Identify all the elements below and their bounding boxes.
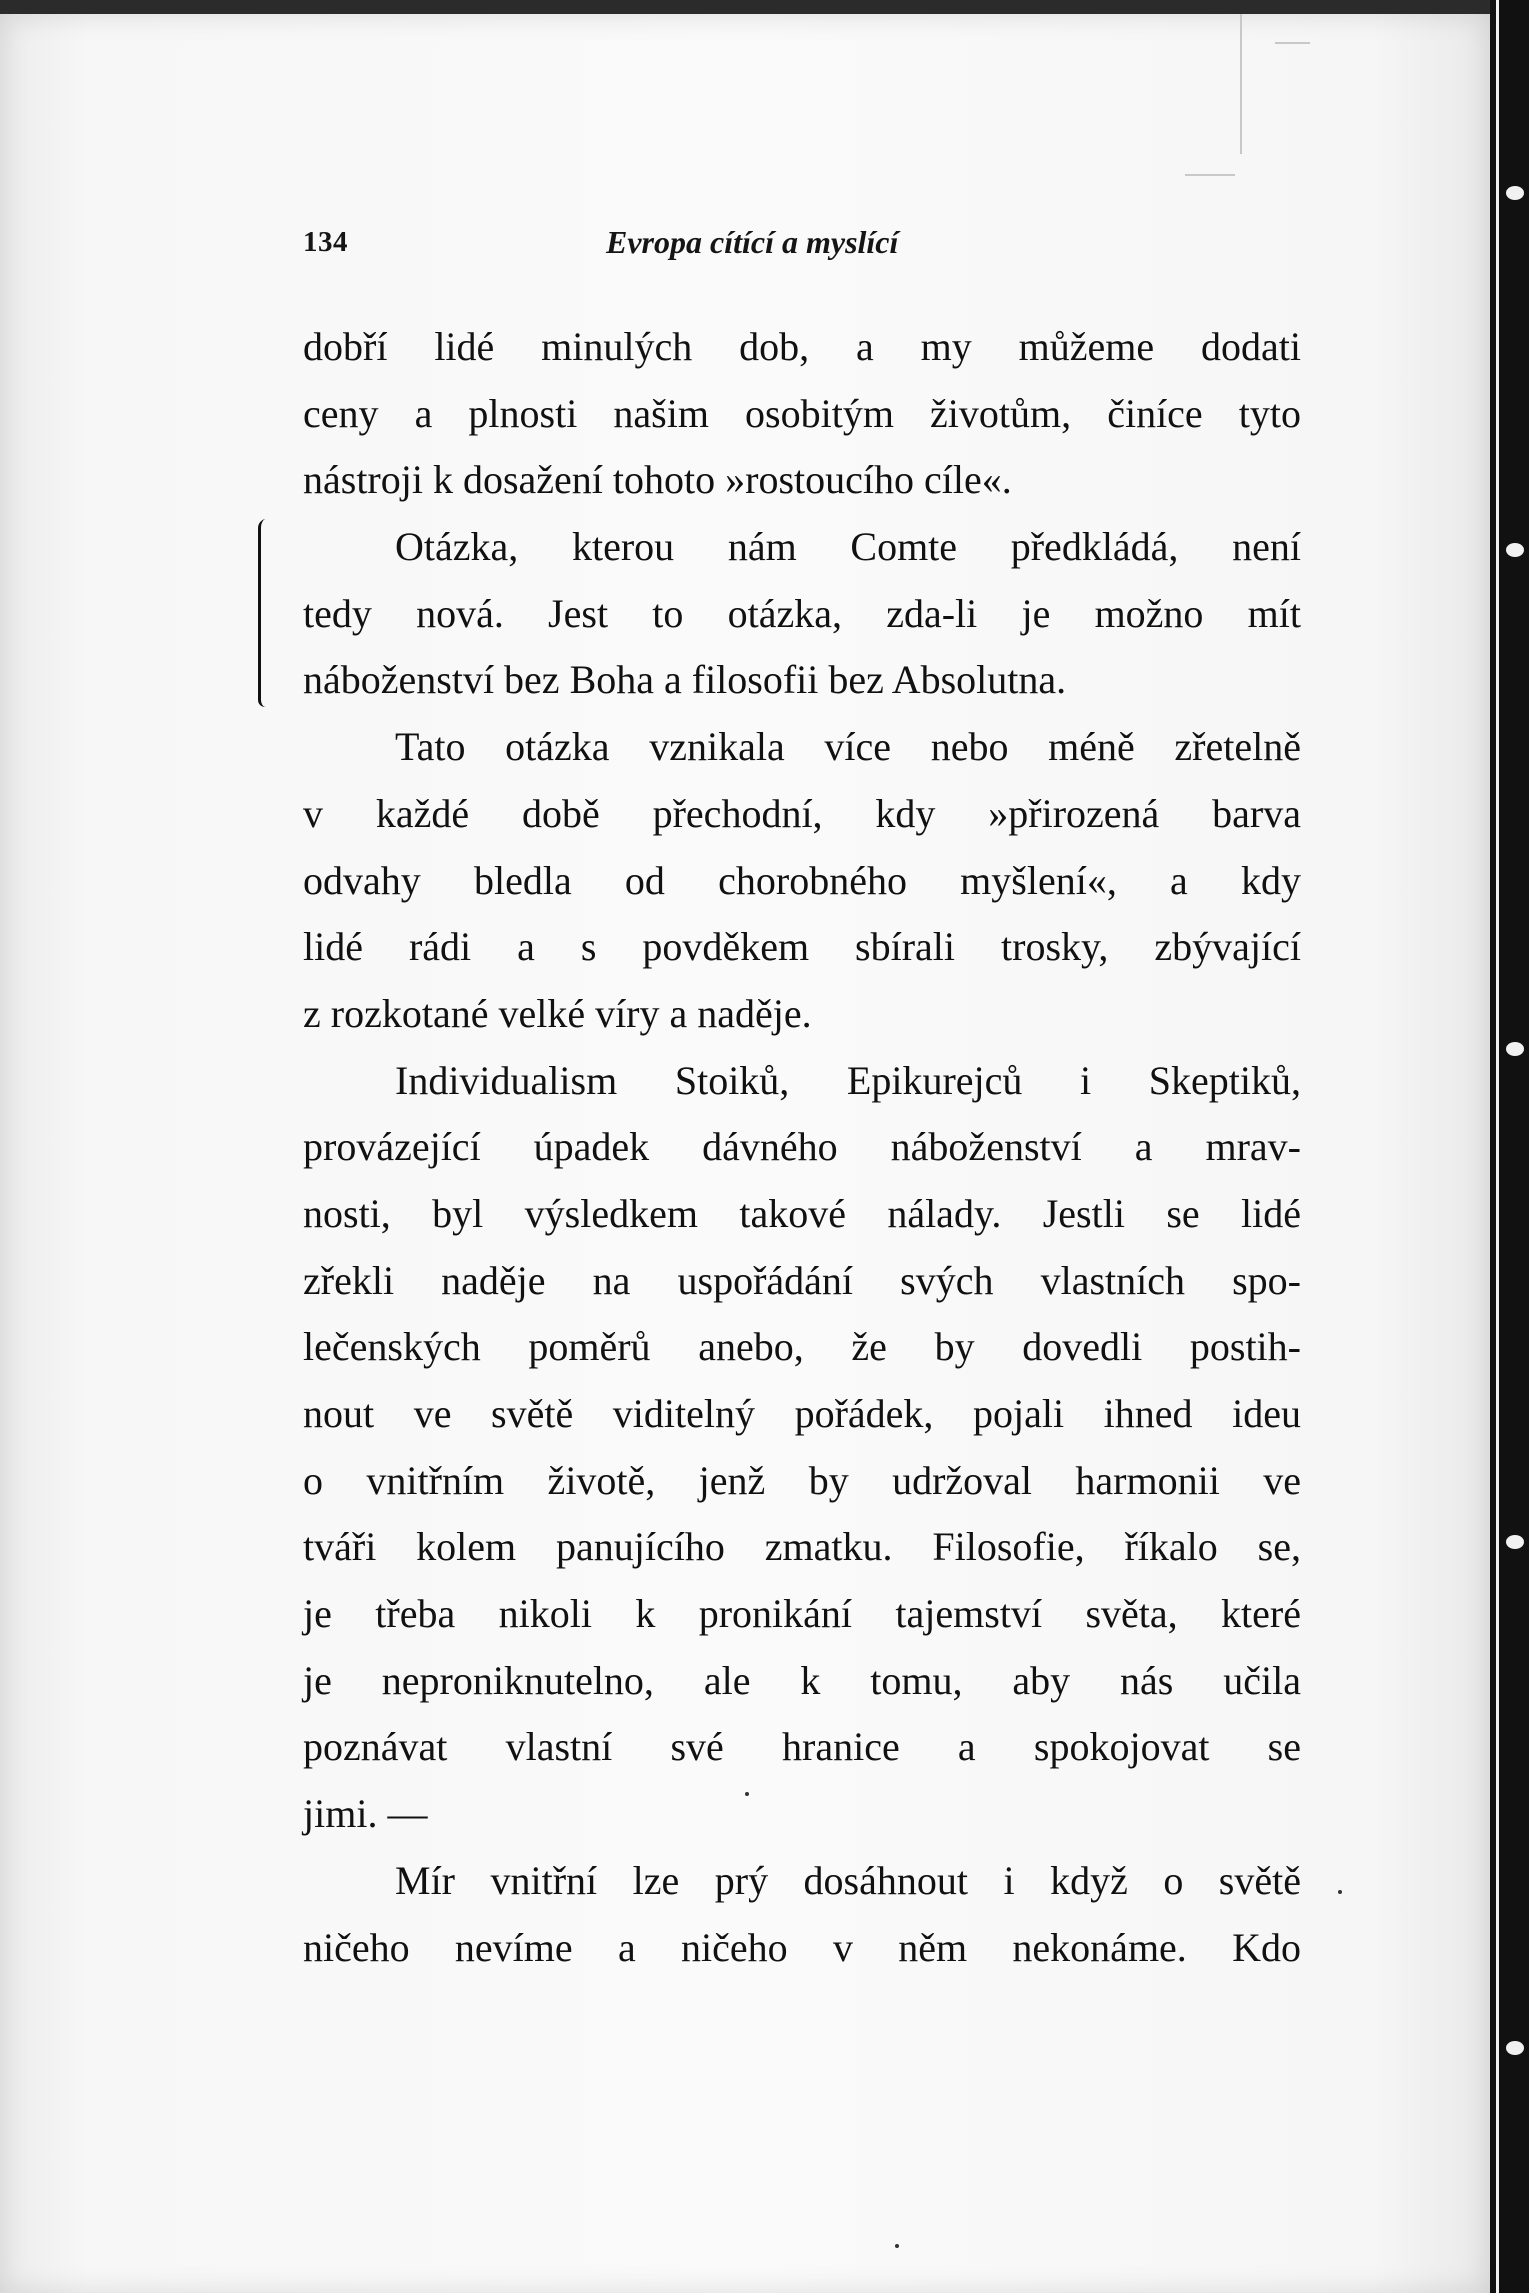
running-title: Evropa cítící a myslící [606,224,899,260]
text-line: nout ve světě viditelný pořádek, pojali ihned ideu [303,1391,1301,1436]
scan-artifact-line [1240,14,1242,154]
text-line: z rozkotané velké víry a naděje. [303,990,812,1036]
text-line: provázející úpadek dávného náboženství a mrav- [303,1124,1301,1170]
page-header [303,226,1003,268]
edge-hole-mark [1506,1535,1524,1549]
scan-artifact-line [1275,42,1310,44]
scan-artifact-line [1185,174,1235,176]
text-line: Otázka, kterou nám Comte předkládá, není [395,524,1301,570]
text-line: Mír vnitřní lze prý dosáhnout i když o světě [395,1857,1301,1903]
text-line: Individualism Stoiků, Epikurejců i Skeptiků, [395,1057,1301,1103]
text-line: nosti, byl výsledkem takové nálady. Jestli se lidé [303,1190,1301,1236]
text-line: náboženství bez Boha a filosofii bez Absolutna. [303,657,1067,703]
text-line: Tato otázka vznikala více nebo méně zřetelně [395,724,1301,770]
text-line: tváři kolem panujícího zmatku. Filosofie, říkalo se, [303,1524,1301,1570]
book-page [0,14,1490,2293]
text-line: je neproniknutelno, ale k tomu, aby nás učila [303,1657,1301,1703]
text-line: ničeho nevíme a ničeho v něm nekonáme. Kdo [303,1924,1301,1970]
scan-speck [1338,1890,1342,1894]
text-line: o vnitřním životě, jenž by udržoval harmonii ve [303,1457,1301,1503]
edge-hole-mark [1506,1042,1524,1056]
edge-hole-mark [1506,2041,1524,2055]
text-line: tedy nová. Jest to otázka, zda-li je možno mít [303,590,1301,636]
scan-speck [745,1792,749,1796]
edge-hole-mark [1506,186,1524,200]
edge-rule [1496,0,1499,2293]
scan-speck [895,2244,899,2248]
text-line: lečenských poměrů anebo, že by dovedli postih- [303,1324,1301,1370]
text-line: ceny a plnosti našim osobitým životům, činíce tyto [303,390,1301,436]
text-line: jimi. — [303,1791,428,1837]
edge-hole-mark [1506,543,1524,557]
text-line: poznávat vlastní své hranice a spokojovat se [303,1724,1301,1770]
page-number: 134 [303,226,348,258]
margin-pencil-mark [258,518,271,708]
text-line: v každé době přechodní, kdy »přirozená barva [303,790,1301,836]
scan-dark-edge [1490,0,1529,2293]
main-text [303,314,1301,1981]
text-line: dobří lidé minulých dob, a my můžeme dodati [303,324,1301,369]
text-line: zřekli naděje na uspořádání svých vlastních spo- [303,1257,1301,1303]
text-line: nástroji k dosažení tohoto »rostoucího cíle«. [303,457,1012,503]
text-line: je třeba nikoli k pronikání tajemství světa, které [303,1591,1301,1637]
text-line: odvahy bledla od chorobného myšlení«, a kdy [303,857,1301,903]
text-line: lidé rádi a s povděkem sbírali trosky, zbývající [303,924,1301,970]
